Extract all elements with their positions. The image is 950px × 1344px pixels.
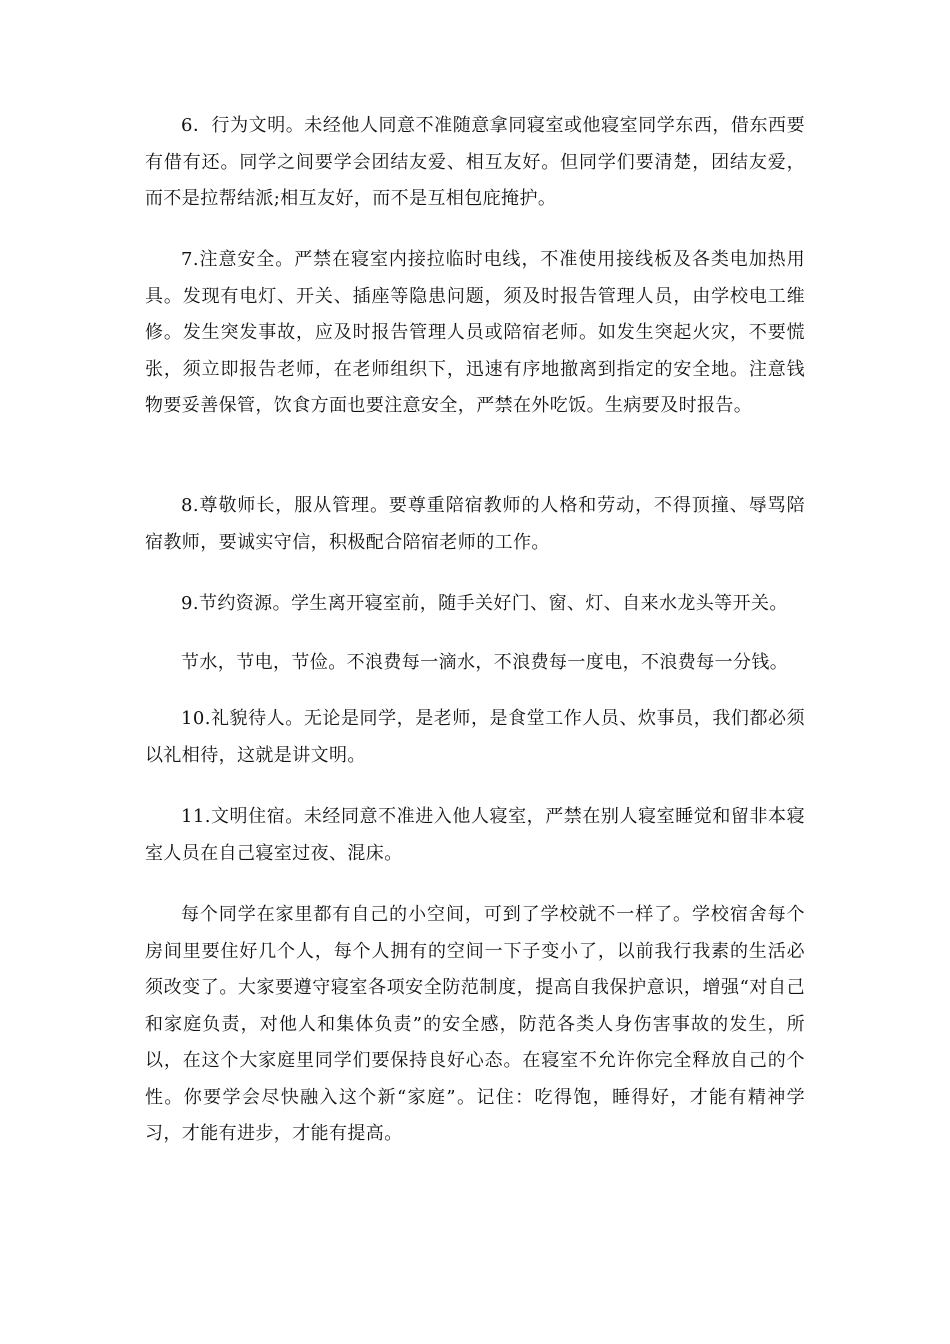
paragraph-rule-8-respect-teachers: 8.尊敬师长，服从管理。要尊重陪宿教师的人格和劳动，不得顶撞、辱骂陪宿教师，要诚实守信，积极配合陪宿老师的工作。 bbox=[145, 495, 805, 553]
paragraph-rule-6-civil-behavior: 6．行为文明。未经他人同意不准随意拿同寝室或他寝室同学东西，借东西要有借有还。同学之间要学会团结友爱、相互友好。但同学们要清楚，团结友爱，而不是拉帮结派;相互友好，而不是互相包庇掩护。 bbox=[145, 115, 805, 209]
paragraph-rule-10-politeness: 10.礼貌待人。无论是同学，是老师，是食堂工作人员、炊事员，我们都必须以礼相待，这就是讲文明。 bbox=[145, 708, 805, 766]
paragraph-rule-11-civil-lodging: 11.文明住宿。未经同意不准进入他人寝室，严禁在别人寝室睡觉和留非本寝室人员在自己寝室过夜、混床。 bbox=[145, 806, 805, 864]
paragraph-rule-7-safety: 7.注意安全。严禁在寝室内接拉临时电线，不准使用接线板及各类电加热用具。发现有电灯、开关、插座等隐患问题，须及时报告管理人员，由学校电工维修。发生突发事故，应及时报告管理人员或陪宿老师。如发生突起火灾，不要慌张，须立即报告老师，在老师组织下，迅速有序地撤离到指定的安全地。注意钱物要妥善保管，饮食方面也要注意安全，严禁在外吃饭。生病要及时报告。 bbox=[145, 249, 805, 416]
paragraph-rule-9-save-resources: 9.节约资源。学生离开寝室前，随手关好门、窗、灯、自来水龙头等开关。 bbox=[181, 593, 788, 614]
paragraph-closing-remarks: 每个同学在家里都有自己的小空间，可到了学校就不一样了。学校宿舍每个房间里要住好几个人，每个人拥有的空间一下子变小了，以前我行我素的生活必须改变了。大家要遵守寝室各项安全防范制度，提高自我保护意识，增强“对自己和家庭负责，对他人和集体负责”的安全感，防范各类人身伤害事故的发生，所以，在这个大家庭里同学们要保持良好心态。在寝室不允许你完全释放自己的个性。你要学会尽快融入这个新“家庭”。记住：吃得饱，睡得好，才能有精神学习，才能有进步，才能有提高。 bbox=[145, 904, 805, 1144]
paragraph-rule-9-frugality: 节水，节电，节俭。不浪费每一滴水，不浪费每一度电，不浪费每一分钱。 bbox=[181, 652, 789, 673]
